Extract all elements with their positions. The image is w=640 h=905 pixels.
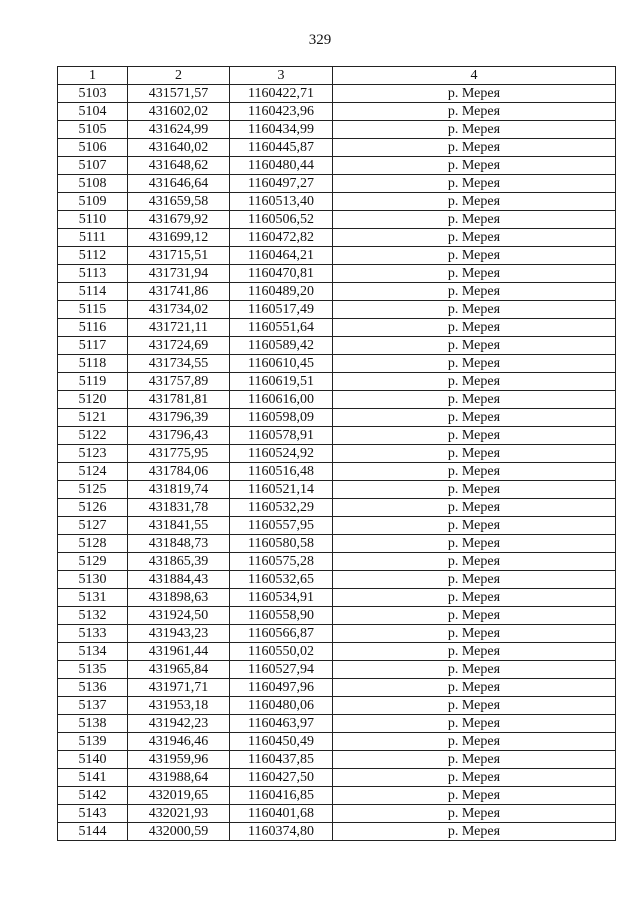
description-cell: р. Мерея — [333, 715, 616, 733]
table-body — [58, 85, 616, 841]
y-coordinate-cell: 1160532,29 — [230, 499, 333, 517]
table-row — [58, 715, 616, 733]
table-row — [58, 607, 616, 625]
x-coordinate-cell: 431796,43 — [128, 427, 230, 445]
point-number-cell: 5127 — [58, 517, 128, 535]
table-row — [58, 751, 616, 769]
point-number-cell: 5129 — [58, 553, 128, 571]
point-number-cell: 5107 — [58, 157, 128, 175]
point-number-cell: 5121 — [58, 409, 128, 427]
description-cell: р. Мерея — [333, 265, 616, 283]
point-number-cell: 5141 — [58, 769, 128, 787]
table-row — [58, 103, 616, 121]
table-row — [58, 265, 616, 283]
description-cell: р. Мерея — [333, 283, 616, 301]
x-coordinate-cell: 431741,86 — [128, 283, 230, 301]
y-coordinate-cell: 1160532,65 — [230, 571, 333, 589]
x-coordinate-cell: 431781,81 — [128, 391, 230, 409]
point-number-cell: 5124 — [58, 463, 128, 481]
description-cell: р. Мерея — [333, 625, 616, 643]
table-row — [58, 211, 616, 229]
y-coordinate-cell: 1160497,27 — [230, 175, 333, 193]
point-number-cell: 5132 — [58, 607, 128, 625]
description-cell: р. Мерея — [333, 85, 616, 103]
description-cell: р. Мерея — [333, 517, 616, 535]
point-number-cell: 5112 — [58, 247, 128, 265]
y-coordinate-cell: 1160598,09 — [230, 409, 333, 427]
description-cell: р. Мерея — [333, 787, 616, 805]
point-number-cell: 5115 — [58, 301, 128, 319]
description-cell: р. Мерея — [333, 355, 616, 373]
point-number-cell: 5134 — [58, 643, 128, 661]
table-row — [58, 787, 616, 805]
description-cell: р. Мерея — [333, 121, 616, 139]
point-number-cell: 5118 — [58, 355, 128, 373]
x-coordinate-cell: 431961,44 — [128, 643, 230, 661]
y-coordinate-cell: 1160401,68 — [230, 805, 333, 823]
table-row — [58, 409, 616, 427]
x-coordinate-cell: 431971,71 — [128, 679, 230, 697]
x-coordinate-cell: 431648,62 — [128, 157, 230, 175]
x-coordinate-cell: 431699,12 — [128, 229, 230, 247]
x-coordinate-cell: 431724,69 — [128, 337, 230, 355]
point-number-cell: 5116 — [58, 319, 128, 337]
header-cell-3: 3 — [230, 67, 333, 85]
y-coordinate-cell: 1160575,28 — [230, 553, 333, 571]
table-row — [58, 661, 616, 679]
description-cell: р. Мерея — [333, 481, 616, 499]
x-coordinate-cell: 431757,89 — [128, 373, 230, 391]
y-coordinate-cell: 1160374,80 — [230, 823, 333, 841]
table-row — [58, 391, 616, 409]
table-row — [58, 769, 616, 787]
x-coordinate-cell: 431924,50 — [128, 607, 230, 625]
table-row — [58, 733, 616, 751]
x-coordinate-cell: 431624,99 — [128, 121, 230, 139]
x-coordinate-cell: 431953,18 — [128, 697, 230, 715]
table-row — [58, 247, 616, 265]
point-number-cell: 5131 — [58, 589, 128, 607]
table-row — [58, 319, 616, 337]
x-coordinate-cell: 431646,64 — [128, 175, 230, 193]
y-coordinate-cell: 1160566,87 — [230, 625, 333, 643]
x-coordinate-cell: 431959,96 — [128, 751, 230, 769]
table-row — [58, 229, 616, 247]
description-cell: р. Мерея — [333, 301, 616, 319]
y-coordinate-cell: 1160423,96 — [230, 103, 333, 121]
description-cell: р. Мерея — [333, 733, 616, 751]
header-cell-1: 1 — [58, 67, 128, 85]
y-coordinate-cell: 1160422,71 — [230, 85, 333, 103]
header-cell-2: 2 — [128, 67, 230, 85]
x-coordinate-cell: 431848,73 — [128, 535, 230, 553]
y-coordinate-cell: 1160445,87 — [230, 139, 333, 157]
y-coordinate-cell: 1160589,42 — [230, 337, 333, 355]
x-coordinate-cell: 431942,23 — [128, 715, 230, 733]
point-number-cell: 5104 — [58, 103, 128, 121]
x-coordinate-cell: 431884,43 — [128, 571, 230, 589]
x-coordinate-cell: 431571,57 — [128, 85, 230, 103]
description-cell: р. Мерея — [333, 337, 616, 355]
point-number-cell: 5113 — [58, 265, 128, 283]
description-cell: р. Мерея — [333, 553, 616, 571]
y-coordinate-cell: 1160550,02 — [230, 643, 333, 661]
x-coordinate-cell: 431775,95 — [128, 445, 230, 463]
x-coordinate-cell: 431731,94 — [128, 265, 230, 283]
description-cell: р. Мерея — [333, 175, 616, 193]
x-coordinate-cell: 431831,78 — [128, 499, 230, 517]
x-coordinate-cell: 431841,55 — [128, 517, 230, 535]
y-coordinate-cell: 1160557,95 — [230, 517, 333, 535]
x-coordinate-cell: 432019,65 — [128, 787, 230, 805]
y-coordinate-cell: 1160527,94 — [230, 661, 333, 679]
point-number-cell: 5117 — [58, 337, 128, 355]
point-number-cell: 5144 — [58, 823, 128, 841]
description-cell: р. Мерея — [333, 193, 616, 211]
x-coordinate-cell: 431865,39 — [128, 553, 230, 571]
header-cell-4: 4 — [333, 67, 616, 85]
y-coordinate-cell: 1160580,58 — [230, 535, 333, 553]
table-row — [58, 301, 616, 319]
y-coordinate-cell: 1160506,52 — [230, 211, 333, 229]
table-row — [58, 553, 616, 571]
description-cell: р. Мерея — [333, 103, 616, 121]
point-number-cell: 5126 — [58, 499, 128, 517]
header-row — [58, 67, 616, 85]
y-coordinate-cell: 1160480,44 — [230, 157, 333, 175]
y-coordinate-cell: 1160463,97 — [230, 715, 333, 733]
point-number-cell: 5109 — [58, 193, 128, 211]
description-cell: р. Мерея — [333, 679, 616, 697]
x-coordinate-cell: 431898,63 — [128, 589, 230, 607]
point-number-cell: 5111 — [58, 229, 128, 247]
point-number-cell: 5120 — [58, 391, 128, 409]
point-number-cell: 5140 — [58, 751, 128, 769]
description-cell: р. Мерея — [333, 229, 616, 247]
x-coordinate-cell: 431715,51 — [128, 247, 230, 265]
point-number-cell: 5108 — [58, 175, 128, 193]
x-coordinate-cell: 431988,64 — [128, 769, 230, 787]
description-cell: р. Мерея — [333, 247, 616, 265]
y-coordinate-cell: 1160551,64 — [230, 319, 333, 337]
x-coordinate-cell: 432000,59 — [128, 823, 230, 841]
point-number-cell: 5137 — [58, 697, 128, 715]
y-coordinate-cell: 1160517,49 — [230, 301, 333, 319]
description-cell: р. Мерея — [333, 535, 616, 553]
x-coordinate-cell: 431659,58 — [128, 193, 230, 211]
table-row — [58, 85, 616, 103]
point-number-cell: 5128 — [58, 535, 128, 553]
description-cell: р. Мерея — [333, 319, 616, 337]
description-cell: р. Мерея — [333, 589, 616, 607]
table-row — [58, 697, 616, 715]
description-cell: р. Мерея — [333, 499, 616, 517]
y-coordinate-cell: 1160534,91 — [230, 589, 333, 607]
table-row — [58, 337, 616, 355]
x-coordinate-cell: 431640,02 — [128, 139, 230, 157]
x-coordinate-cell: 431943,23 — [128, 625, 230, 643]
point-number-cell: 5139 — [58, 733, 128, 751]
point-number-cell: 5133 — [58, 625, 128, 643]
description-cell: р. Мерея — [333, 427, 616, 445]
x-coordinate-cell: 432021,93 — [128, 805, 230, 823]
point-number-cell: 5106 — [58, 139, 128, 157]
description-cell: р. Мерея — [333, 211, 616, 229]
point-number-cell: 5138 — [58, 715, 128, 733]
page-number: 329 — [308, 32, 332, 48]
description-cell: р. Мерея — [333, 805, 616, 823]
y-coordinate-cell: 1160427,50 — [230, 769, 333, 787]
point-number-cell: 5143 — [58, 805, 128, 823]
table-row — [58, 589, 616, 607]
point-number-cell: 5130 — [58, 571, 128, 589]
description-cell: р. Мерея — [333, 463, 616, 481]
x-coordinate-cell: 431679,92 — [128, 211, 230, 229]
point-number-cell: 5110 — [58, 211, 128, 229]
table-row — [58, 517, 616, 535]
point-number-cell: 5123 — [58, 445, 128, 463]
y-coordinate-cell: 1160470,81 — [230, 265, 333, 283]
description-cell: р. Мерея — [333, 697, 616, 715]
description-cell: р. Мерея — [333, 607, 616, 625]
point-number-cell: 5103 — [58, 85, 128, 103]
y-coordinate-cell: 1160521,14 — [230, 481, 333, 499]
table-row — [58, 679, 616, 697]
point-number-cell: 5119 — [58, 373, 128, 391]
coordinates-table — [57, 66, 616, 841]
description-cell: р. Мерея — [333, 373, 616, 391]
table-row — [58, 463, 616, 481]
description-cell: р. Мерея — [333, 769, 616, 787]
table-row — [58, 427, 616, 445]
table-row — [58, 175, 616, 193]
table-row — [58, 499, 616, 517]
point-number-cell: 5142 — [58, 787, 128, 805]
y-coordinate-cell: 1160437,85 — [230, 751, 333, 769]
x-coordinate-cell: 431796,39 — [128, 409, 230, 427]
x-coordinate-cell: 431721,11 — [128, 319, 230, 337]
y-coordinate-cell: 1160480,06 — [230, 697, 333, 715]
y-coordinate-cell: 1160610,45 — [230, 355, 333, 373]
y-coordinate-cell: 1160450,49 — [230, 733, 333, 751]
x-coordinate-cell: 431946,46 — [128, 733, 230, 751]
table-row — [58, 445, 616, 463]
y-coordinate-cell: 1160516,48 — [230, 463, 333, 481]
y-coordinate-cell: 1160497,96 — [230, 679, 333, 697]
table-row — [58, 625, 616, 643]
description-cell: р. Мерея — [333, 643, 616, 661]
table-row — [58, 373, 616, 391]
table-header — [58, 67, 616, 85]
table-row — [58, 823, 616, 841]
point-number-cell: 5135 — [58, 661, 128, 679]
table-row — [58, 643, 616, 661]
y-coordinate-cell: 1160513,40 — [230, 193, 333, 211]
y-coordinate-cell: 1160472,82 — [230, 229, 333, 247]
description-cell: р. Мерея — [333, 571, 616, 589]
y-coordinate-cell: 1160616,00 — [230, 391, 333, 409]
table-row — [58, 121, 616, 139]
point-number-cell: 5136 — [58, 679, 128, 697]
table-row — [58, 283, 616, 301]
point-number-cell: 5105 — [58, 121, 128, 139]
description-cell: р. Мерея — [333, 157, 616, 175]
y-coordinate-cell: 1160524,92 — [230, 445, 333, 463]
x-coordinate-cell: 431734,55 — [128, 355, 230, 373]
description-cell: р. Мерея — [333, 661, 616, 679]
table-row — [58, 355, 616, 373]
x-coordinate-cell: 431965,84 — [128, 661, 230, 679]
y-coordinate-cell: 1160416,85 — [230, 787, 333, 805]
x-coordinate-cell: 431602,02 — [128, 103, 230, 121]
x-coordinate-cell: 431784,06 — [128, 463, 230, 481]
y-coordinate-cell: 1160558,90 — [230, 607, 333, 625]
description-cell: р. Мерея — [333, 751, 616, 769]
table-row — [58, 481, 616, 499]
description-cell: р. Мерея — [333, 445, 616, 463]
table-row — [58, 157, 616, 175]
y-coordinate-cell: 1160434,99 — [230, 121, 333, 139]
y-coordinate-cell: 1160464,21 — [230, 247, 333, 265]
table-row — [58, 139, 616, 157]
y-coordinate-cell: 1160619,51 — [230, 373, 333, 391]
description-cell: р. Мерея — [333, 391, 616, 409]
x-coordinate-cell: 431819,74 — [128, 481, 230, 499]
description-cell: р. Мерея — [333, 409, 616, 427]
x-coordinate-cell: 431734,02 — [128, 301, 230, 319]
y-coordinate-cell: 1160578,91 — [230, 427, 333, 445]
y-coordinate-cell: 1160489,20 — [230, 283, 333, 301]
description-cell: р. Мерея — [333, 823, 616, 841]
table-row — [58, 193, 616, 211]
point-number-cell: 5114 — [58, 283, 128, 301]
table-row — [58, 535, 616, 553]
table-row — [58, 571, 616, 589]
point-number-cell: 5122 — [58, 427, 128, 445]
description-cell: р. Мерея — [333, 139, 616, 157]
point-number-cell: 5125 — [58, 481, 128, 499]
table-row — [58, 805, 616, 823]
